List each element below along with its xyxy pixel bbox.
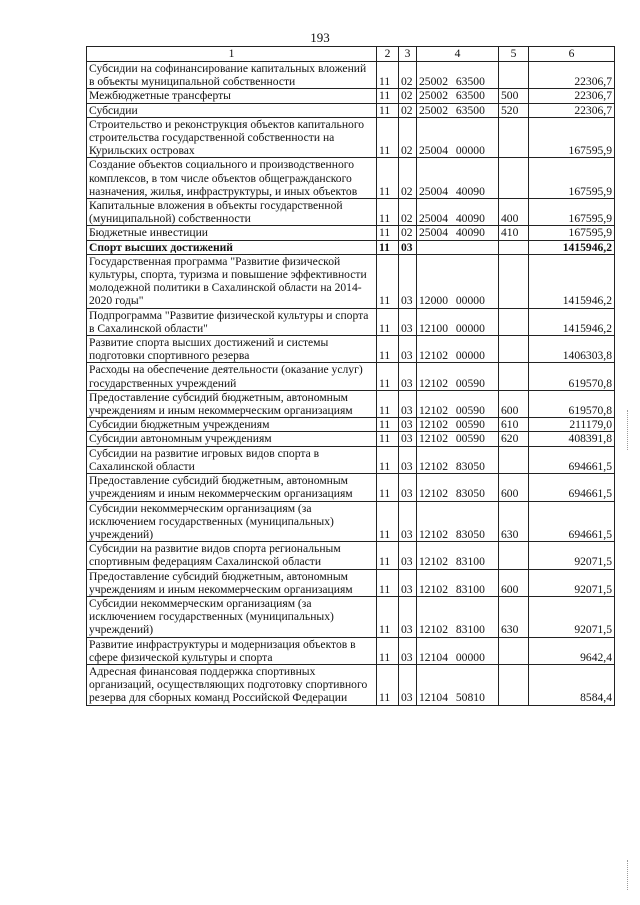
table-row [87, 62, 615, 89]
row-expense-type-cell: 620 [499, 432, 529, 446]
row-target-article-cell: 12100 00000 [417, 308, 499, 335]
row-target-article-cell: 12102 00590 [417, 390, 499, 417]
table-row [87, 103, 615, 117]
row-name-cell: Субсидии автономным учреждениям [87, 432, 377, 446]
row-section-cell: 11 [377, 418, 399, 432]
row-expense-type-cell [499, 254, 529, 308]
row-target-article-cell: 12102 00590 [417, 363, 499, 390]
row-expense-type-cell: 500 [499, 89, 529, 103]
table-row [87, 432, 615, 446]
header-cell: 6 [529, 47, 615, 62]
row-name-cell: Создание объектов социального и производственного комплексов, в том числе объектов общегражданского назначения, жилья, инфраструктуры, и иных объектов [87, 158, 377, 199]
table-row [87, 199, 615, 226]
row-amount-cell: 22306,7 [529, 62, 615, 89]
row-subsection-cell: 03 [399, 254, 417, 308]
row-subsection-cell: 03 [399, 308, 417, 335]
row-name-cell: Субсидии на софинансирование капитальных вложений в объекты муниципальной собственности [87, 62, 377, 89]
row-expense-type-cell: 600 [499, 390, 529, 417]
row-amount-cell: 1415946,2 [529, 240, 615, 254]
row-section-cell: 11 [377, 542, 399, 569]
row-amount-cell: 167595,9 [529, 199, 615, 226]
row-target-article-cell: 12102 83100 [417, 596, 499, 637]
row-name-cell: Подпрограмма "Развитие физической культуры и спорта в Сахалинской области" [87, 308, 377, 335]
row-section-cell: 11 [377, 432, 399, 446]
table-row [87, 226, 615, 240]
row-amount-cell: 22306,7 [529, 89, 615, 103]
row-expense-type-cell [499, 308, 529, 335]
row-section-cell: 11 [377, 569, 399, 596]
row-subsection-cell: 02 [399, 62, 417, 89]
header-row [87, 47, 615, 62]
row-section-cell: 11 [377, 446, 399, 473]
row-name-cell: Государственная программа "Развитие физической культуры, спорта, туризма и повышение эффективности молодежной политики в Сахалинской области на 2014-2020 годы" [87, 254, 377, 308]
row-section-cell: 11 [377, 363, 399, 390]
row-expense-type-cell [499, 363, 529, 390]
row-expense-type-cell [499, 664, 529, 705]
row-subsection-cell: 02 [399, 89, 417, 103]
row-amount-cell: 1415946,2 [529, 308, 615, 335]
row-name-cell: Бюджетные инвестиции [87, 226, 377, 240]
row-amount-cell: 619570,8 [529, 363, 615, 390]
row-name-cell: Предоставление субсидий бюджетным, автономным учреждениям и иным некоммерческим организациям [87, 569, 377, 596]
row-expense-type-cell [499, 542, 529, 569]
page-number: 193 [310, 30, 330, 45]
row-name-cell: Расходы на обеспечение деятельности (оказание услуг) государственных учреждений [87, 363, 377, 390]
header-cell: 5 [499, 47, 529, 62]
header-cell: 1 [87, 47, 377, 62]
row-subsection-cell: 03 [399, 240, 417, 254]
row-amount-cell: 694661,5 [529, 446, 615, 473]
row-expense-type-cell [499, 336, 529, 363]
row-section-cell: 11 [377, 117, 399, 158]
row-subsection-cell: 03 [399, 664, 417, 705]
row-amount-cell: 9642,4 [529, 637, 615, 664]
table-row [87, 390, 615, 417]
row-target-article-cell: 12102 83050 [417, 501, 499, 542]
table-row [87, 254, 615, 308]
row-subsection-cell: 02 [399, 117, 417, 158]
row-amount-cell: 167595,9 [529, 158, 615, 199]
row-subsection-cell: 02 [399, 103, 417, 117]
row-target-article-cell: 12102 83100 [417, 542, 499, 569]
row-section-cell: 11 [377, 158, 399, 199]
row-section-cell: 11 [377, 336, 399, 363]
table-row [87, 501, 615, 542]
table-row [87, 336, 615, 363]
header-cell: 4 [417, 47, 499, 62]
row-target-article-cell: 25002 63500 [417, 103, 499, 117]
row-target-article-cell: 12000 00000 [417, 254, 499, 308]
row-expense-type-cell: 610 [499, 418, 529, 432]
row-target-article-cell: 12102 83050 [417, 474, 499, 501]
row-subsection-cell: 03 [399, 336, 417, 363]
row-name-cell: Субсидии на развитие видов спорта региональным спортивным федерациям Сахалинской области [87, 542, 377, 569]
row-expense-type-cell: 520 [499, 103, 529, 117]
row-name-cell: Строительство и реконструкция объектов капитального строительства государственной собственности на Курильских островах [87, 117, 377, 158]
row-target-article-cell: 25004 40090 [417, 158, 499, 199]
row-amount-cell: 22306,7 [529, 103, 615, 117]
row-subsection-cell: 03 [399, 432, 417, 446]
margin-mark [627, 860, 638, 890]
row-amount-cell: 92071,5 [529, 542, 615, 569]
table-row [87, 637, 615, 664]
budget-table [86, 46, 615, 706]
row-expense-type-cell [499, 158, 529, 199]
row-name-cell: Субсидии некоммерческим организациям (за исключением государственных (муниципальных) учреждений) [87, 596, 377, 637]
row-expense-type-cell [499, 637, 529, 664]
header-cell: 3 [399, 47, 417, 62]
table-row [87, 308, 615, 335]
row-amount-cell: 619570,8 [529, 390, 615, 417]
row-section-cell: 11 [377, 226, 399, 240]
row-target-article-cell: 12102 83100 [417, 569, 499, 596]
row-subsection-cell: 03 [399, 569, 417, 596]
row-section-cell: 11 [377, 390, 399, 417]
row-subsection-cell: 03 [399, 542, 417, 569]
row-name-cell: Субсидии [87, 103, 377, 117]
row-name-cell: Субсидии на развитие игровых видов спорта в Сахалинской области [87, 446, 377, 473]
row-amount-cell: 694661,5 [529, 474, 615, 501]
row-name-cell: Субсидии некоммерческим организациям (за исключением государственных (муниципальных) учреждений) [87, 501, 377, 542]
row-target-article-cell: 25004 40090 [417, 199, 499, 226]
row-target-article-cell: 12102 00000 [417, 336, 499, 363]
row-expense-type-cell [499, 446, 529, 473]
row-target-article-cell: 12102 83050 [417, 446, 499, 473]
row-section-cell: 11 [377, 637, 399, 664]
row-section-cell: 11 [377, 254, 399, 308]
row-name-cell: Капитальные вложения в объекты государственной (муниципальной) собственности [87, 199, 377, 226]
row-section-cell: 11 [377, 240, 399, 254]
row-subsection-cell: 03 [399, 501, 417, 542]
row-target-article-cell: 12102 00590 [417, 418, 499, 432]
row-section-cell: 11 [377, 664, 399, 705]
row-section-cell: 11 [377, 474, 399, 501]
row-amount-cell: 408391,8 [529, 432, 615, 446]
row-subsection-cell: 03 [399, 446, 417, 473]
row-section-cell: 11 [377, 308, 399, 335]
table-row [87, 418, 615, 432]
row-section-cell: 11 [377, 103, 399, 117]
row-name-cell: Межбюджетные трансферты [87, 89, 377, 103]
row-expense-type-cell: 600 [499, 474, 529, 501]
row-target-article-cell: 25004 40090 [417, 226, 499, 240]
row-subsection-cell: 03 [399, 390, 417, 417]
row-target-article-cell: 25004 00000 [417, 117, 499, 158]
row-amount-cell: 1415946,2 [529, 254, 615, 308]
table-row [87, 596, 615, 637]
row-subsection-cell: 03 [399, 418, 417, 432]
row-name-cell: Предоставление субсидий бюджетным, автономным учреждениям и иным некоммерческим организациям [87, 390, 377, 417]
row-amount-cell: 167595,9 [529, 226, 615, 240]
table-row [87, 569, 615, 596]
row-expense-type-cell [499, 240, 529, 254]
row-target-article-cell: 12104 50810 [417, 664, 499, 705]
row-name-cell: Развитие спорта высших достижений и системы подготовки спортивного резерва [87, 336, 377, 363]
row-amount-cell: 1406303,8 [529, 336, 615, 363]
row-target-article-cell: 12104 00000 [417, 637, 499, 664]
row-expense-type-cell [499, 62, 529, 89]
row-name-cell: Предоставление субсидий бюджетным, автономным учреждениям и иным некоммерческим организациям [87, 474, 377, 501]
row-amount-cell: 694661,5 [529, 501, 615, 542]
row-subsection-cell: 03 [399, 474, 417, 501]
table-row [87, 240, 615, 254]
row-target-article-cell: 12102 00590 [417, 432, 499, 446]
row-subsection-cell: 03 [399, 596, 417, 637]
table-row [87, 446, 615, 473]
row-subsection-cell: 02 [399, 226, 417, 240]
margin-mark [627, 410, 638, 450]
row-name-cell: Адресная финансовая поддержка спортивных организаций, осуществляющих подготовку спортивного резерва для сборных команд Российской Федерации [87, 664, 377, 705]
row-subsection-cell: 02 [399, 158, 417, 199]
table-row [87, 474, 615, 501]
row-amount-cell: 92071,5 [529, 569, 615, 596]
table-row [87, 158, 615, 199]
row-section-cell: 11 [377, 199, 399, 226]
row-expense-type-cell: 630 [499, 501, 529, 542]
row-amount-cell: 92071,5 [529, 596, 615, 637]
row-expense-type-cell: 630 [499, 596, 529, 637]
table-row [87, 542, 615, 569]
row-section-cell: 11 [377, 62, 399, 89]
row-subsection-cell: 03 [399, 637, 417, 664]
header-cell: 2 [377, 47, 399, 62]
row-name-cell: Развитие инфраструктуры и модернизация объектов в сфере физической культуры и спорта [87, 637, 377, 664]
row-subsection-cell: 03 [399, 363, 417, 390]
table-row [87, 89, 615, 103]
row-target-article-cell: 25002 63500 [417, 89, 499, 103]
table-row [87, 664, 615, 705]
row-expense-type-cell: 600 [499, 569, 529, 596]
row-target-article-cell: 25002 63500 [417, 62, 499, 89]
row-expense-type-cell: 400 [499, 199, 529, 226]
row-section-cell: 11 [377, 501, 399, 542]
row-subsection-cell: 02 [399, 199, 417, 226]
row-amount-cell: 8584,4 [529, 664, 615, 705]
table-row [87, 363, 615, 390]
row-expense-type-cell [499, 117, 529, 158]
row-target-article-cell [417, 240, 499, 254]
row-amount-cell: 167595,9 [529, 117, 615, 158]
row-name-cell: Субсидии бюджетным учреждениям [87, 418, 377, 432]
row-section-cell: 11 [377, 596, 399, 637]
row-name-cell: Спорт высших достижений [87, 240, 377, 254]
row-amount-cell: 211179,0 [529, 418, 615, 432]
row-section-cell: 11 [377, 89, 399, 103]
table-row [87, 117, 615, 158]
row-expense-type-cell: 410 [499, 226, 529, 240]
